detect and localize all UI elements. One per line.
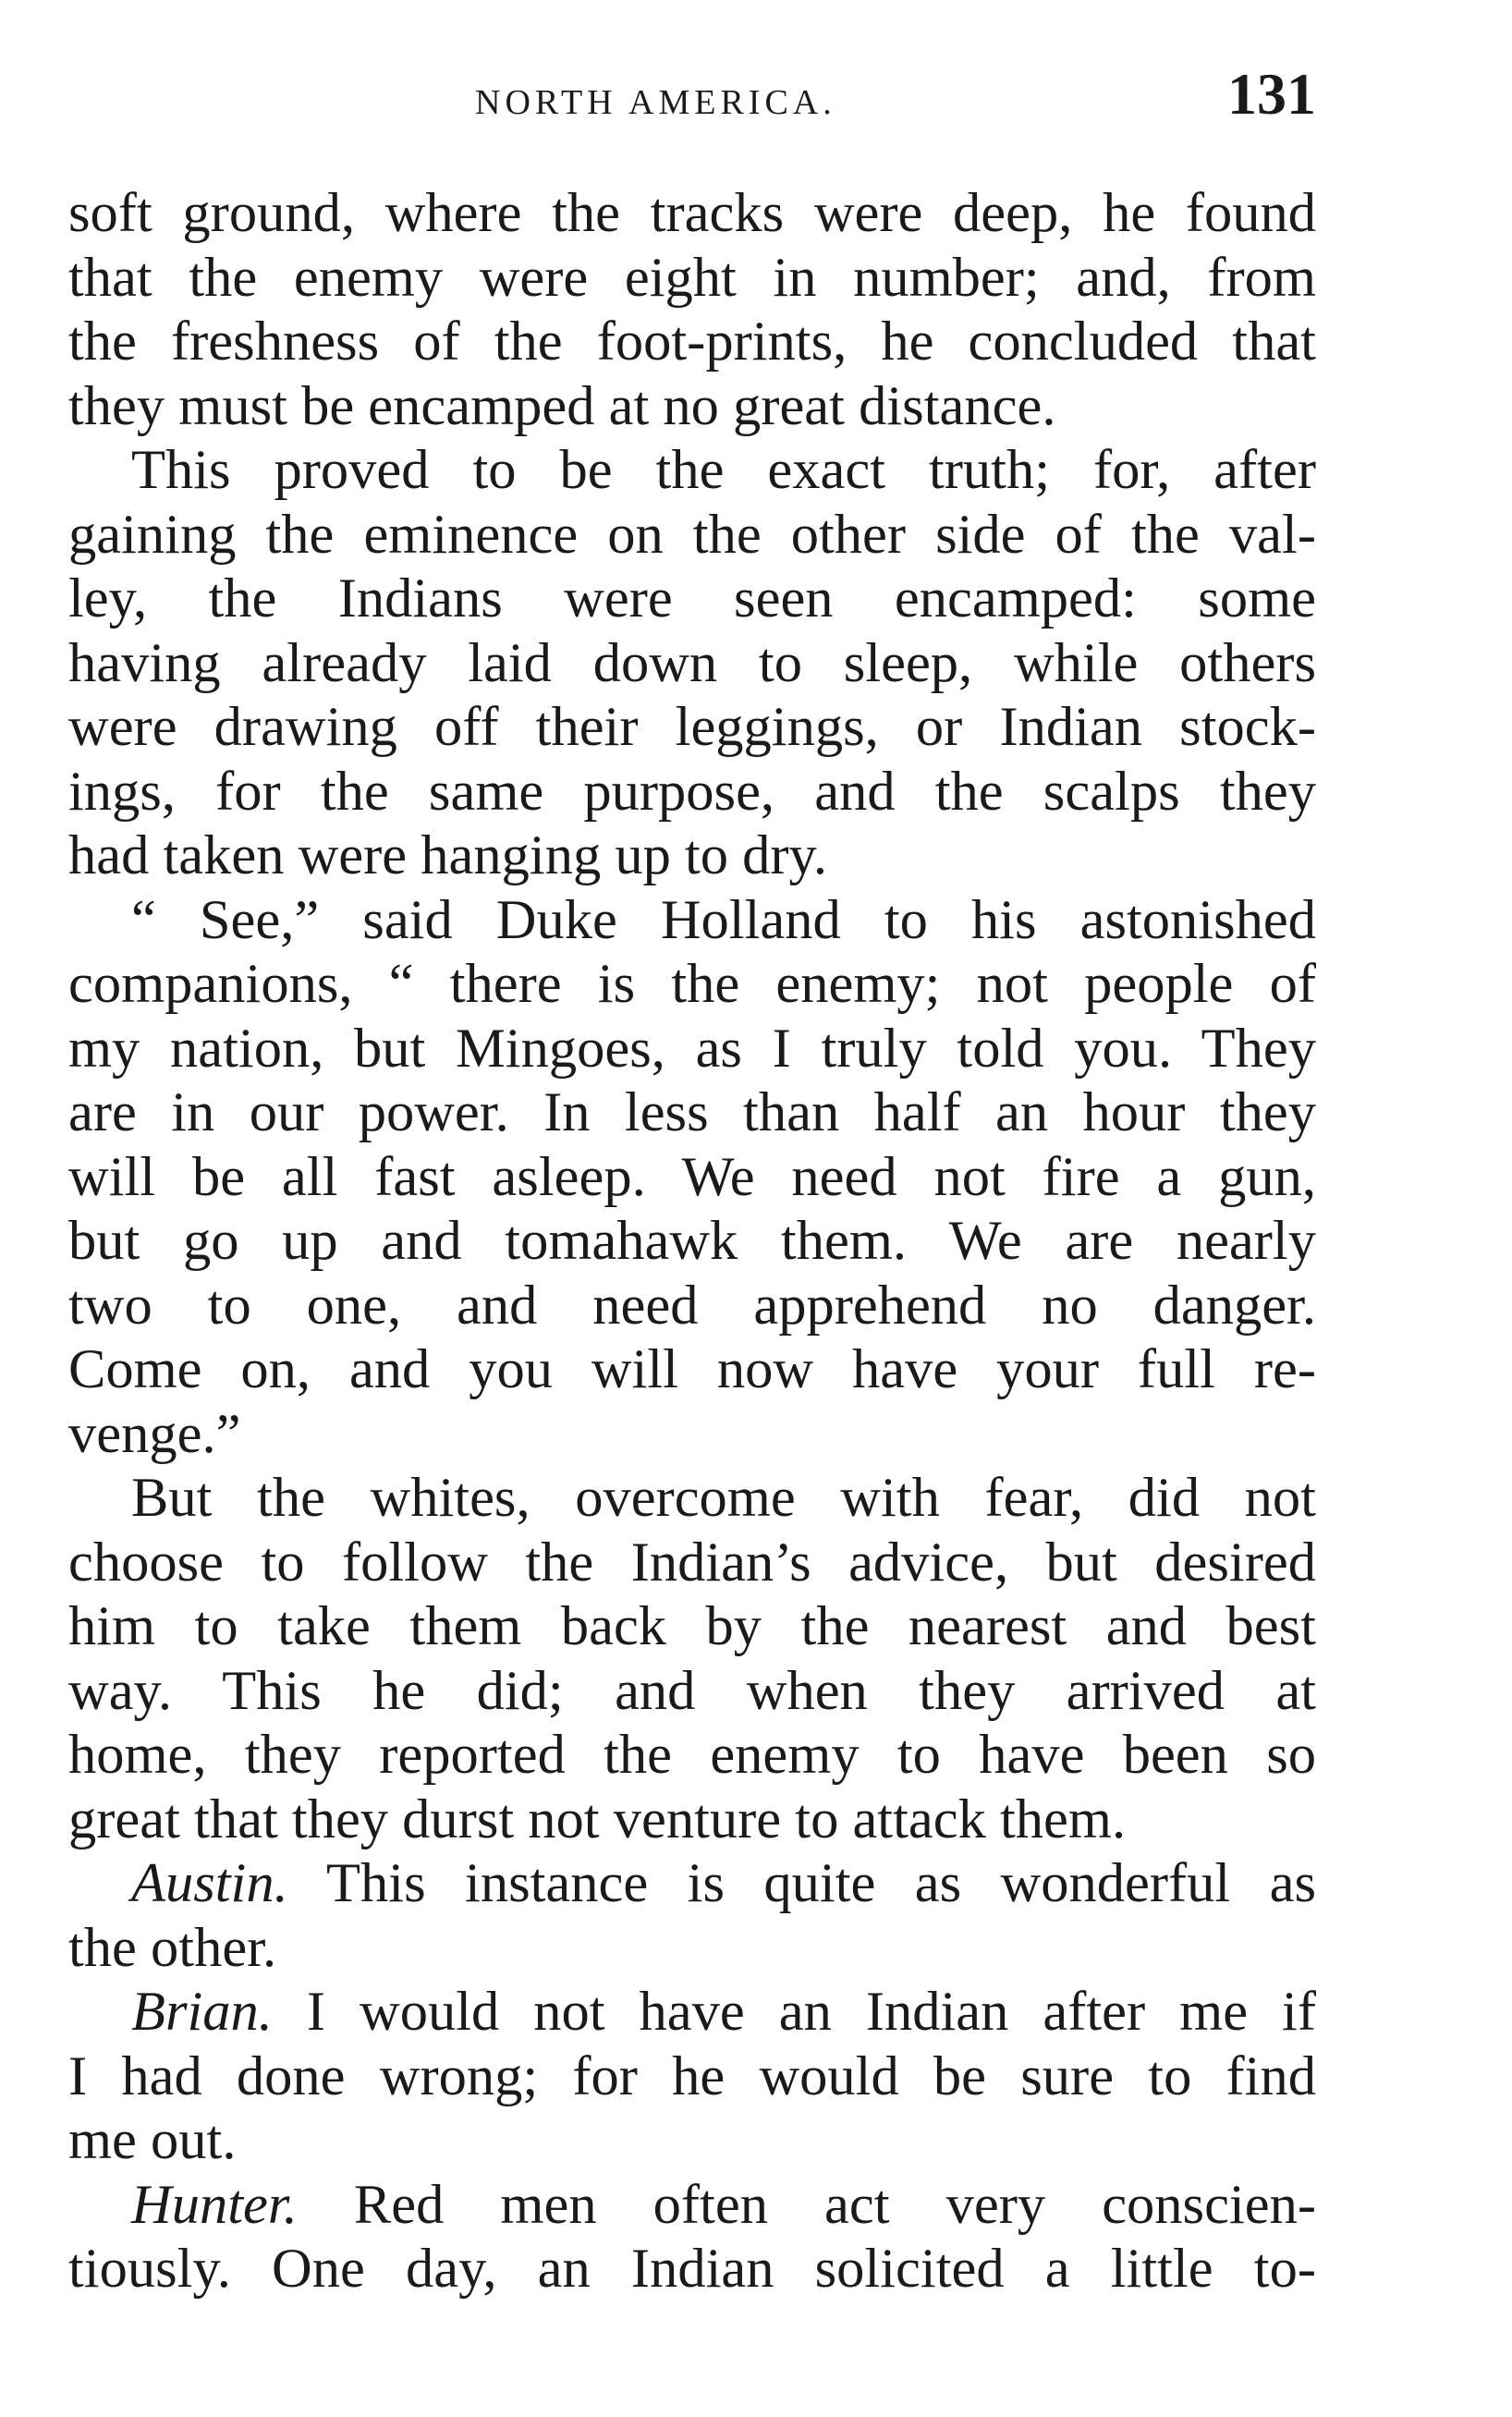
- text-line: choose to follow the Indian’s advice, but desired: [68, 1531, 1316, 1593]
- running-head: [68, 61, 1316, 157]
- dialogue-line: [68, 2173, 1316, 2238]
- dialogue-text: This instance is quite as wonderful as: [287, 1852, 1316, 1914]
- text-line: gaining the eminence on the other side of the val-: [68, 503, 1316, 566]
- text-line: but go up and tomahawk them. We are nearly: [68, 1210, 1316, 1272]
- speaker-name: Brian.: [131, 1981, 273, 2043]
- text-line: venge.”: [68, 1402, 241, 1465]
- body-text: [68, 181, 1316, 2301]
- text-line: “ See,” said Duke Holland to his astonished: [131, 888, 1316, 951]
- dialogue-text: I would not have an Indian after me if: [272, 1981, 1316, 2043]
- text-line: I had done wrong; for he would be sure to find: [68, 2045, 1316, 2107]
- running-title: NORTH AMERICA.: [475, 83, 836, 122]
- text-line: But the whites, overcome with fear, did not: [131, 1467, 1316, 1529]
- text-line: were drawing off their leggings, or Indian stock-: [68, 696, 1316, 758]
- speaker-name: Austin.: [131, 1852, 288, 1914]
- text-line: This proved to be the exact truth; for, after: [131, 439, 1316, 501]
- text-line: ings, for the same purpose, and the scalps they: [68, 760, 1316, 823]
- speaker-name: Hunter.: [131, 2173, 298, 2236]
- text-line: home, they reported the enemy to have been so: [68, 1724, 1316, 1786]
- text-line: having already laid down to sleep, while others: [68, 631, 1316, 694]
- text-line: tiously. One day, an Indian solicited a little to-: [68, 2238, 1316, 2300]
- text-line: soft ground, where the tracks were deep, he found: [68, 182, 1316, 244]
- text-line: the other.: [68, 1916, 277, 1979]
- text-line: they must be encamped at no great distance.: [68, 374, 1056, 437]
- dialogue-text: Red men often act very conscien-: [297, 2173, 1316, 2236]
- text-line: ley, the Indians were seen encamped: some: [68, 568, 1316, 629]
- text-line: great that they durst not venture to attack them.: [68, 1788, 1127, 1850]
- text-line: had taken were hanging up to dry.: [68, 824, 827, 886]
- text-line: him to take them back by the nearest and best: [68, 1595, 1316, 1657]
- text-line: companions, “ there is the enemy; not people of: [68, 953, 1316, 1015]
- text-line: two to one, and need apprehend no danger.: [68, 1274, 1316, 1337]
- text-line: are in our power. In less than half an hour they: [68, 1081, 1316, 1143]
- text-line: the freshness of the foot-prints, he concluded that: [68, 311, 1316, 372]
- text-line: will be all fast asleep. We need not fire a gun,: [68, 1145, 1316, 1208]
- text-line: my nation, but Mingoes, as I truly told you. They: [68, 1017, 1316, 1080]
- text-line: that the enemy were eight in number; and, from: [68, 246, 1316, 309]
- text-line: Come on, and you will now have your full re-: [68, 1338, 1316, 1400]
- page-number: 131: [1227, 61, 1316, 127]
- dialogue-line: [68, 1980, 1316, 2045]
- text-line: me out.: [68, 2109, 237, 2171]
- dialogue-line: [68, 1851, 1316, 1916]
- text-line: way. This he did; and when they arrived at: [68, 1659, 1316, 1722]
